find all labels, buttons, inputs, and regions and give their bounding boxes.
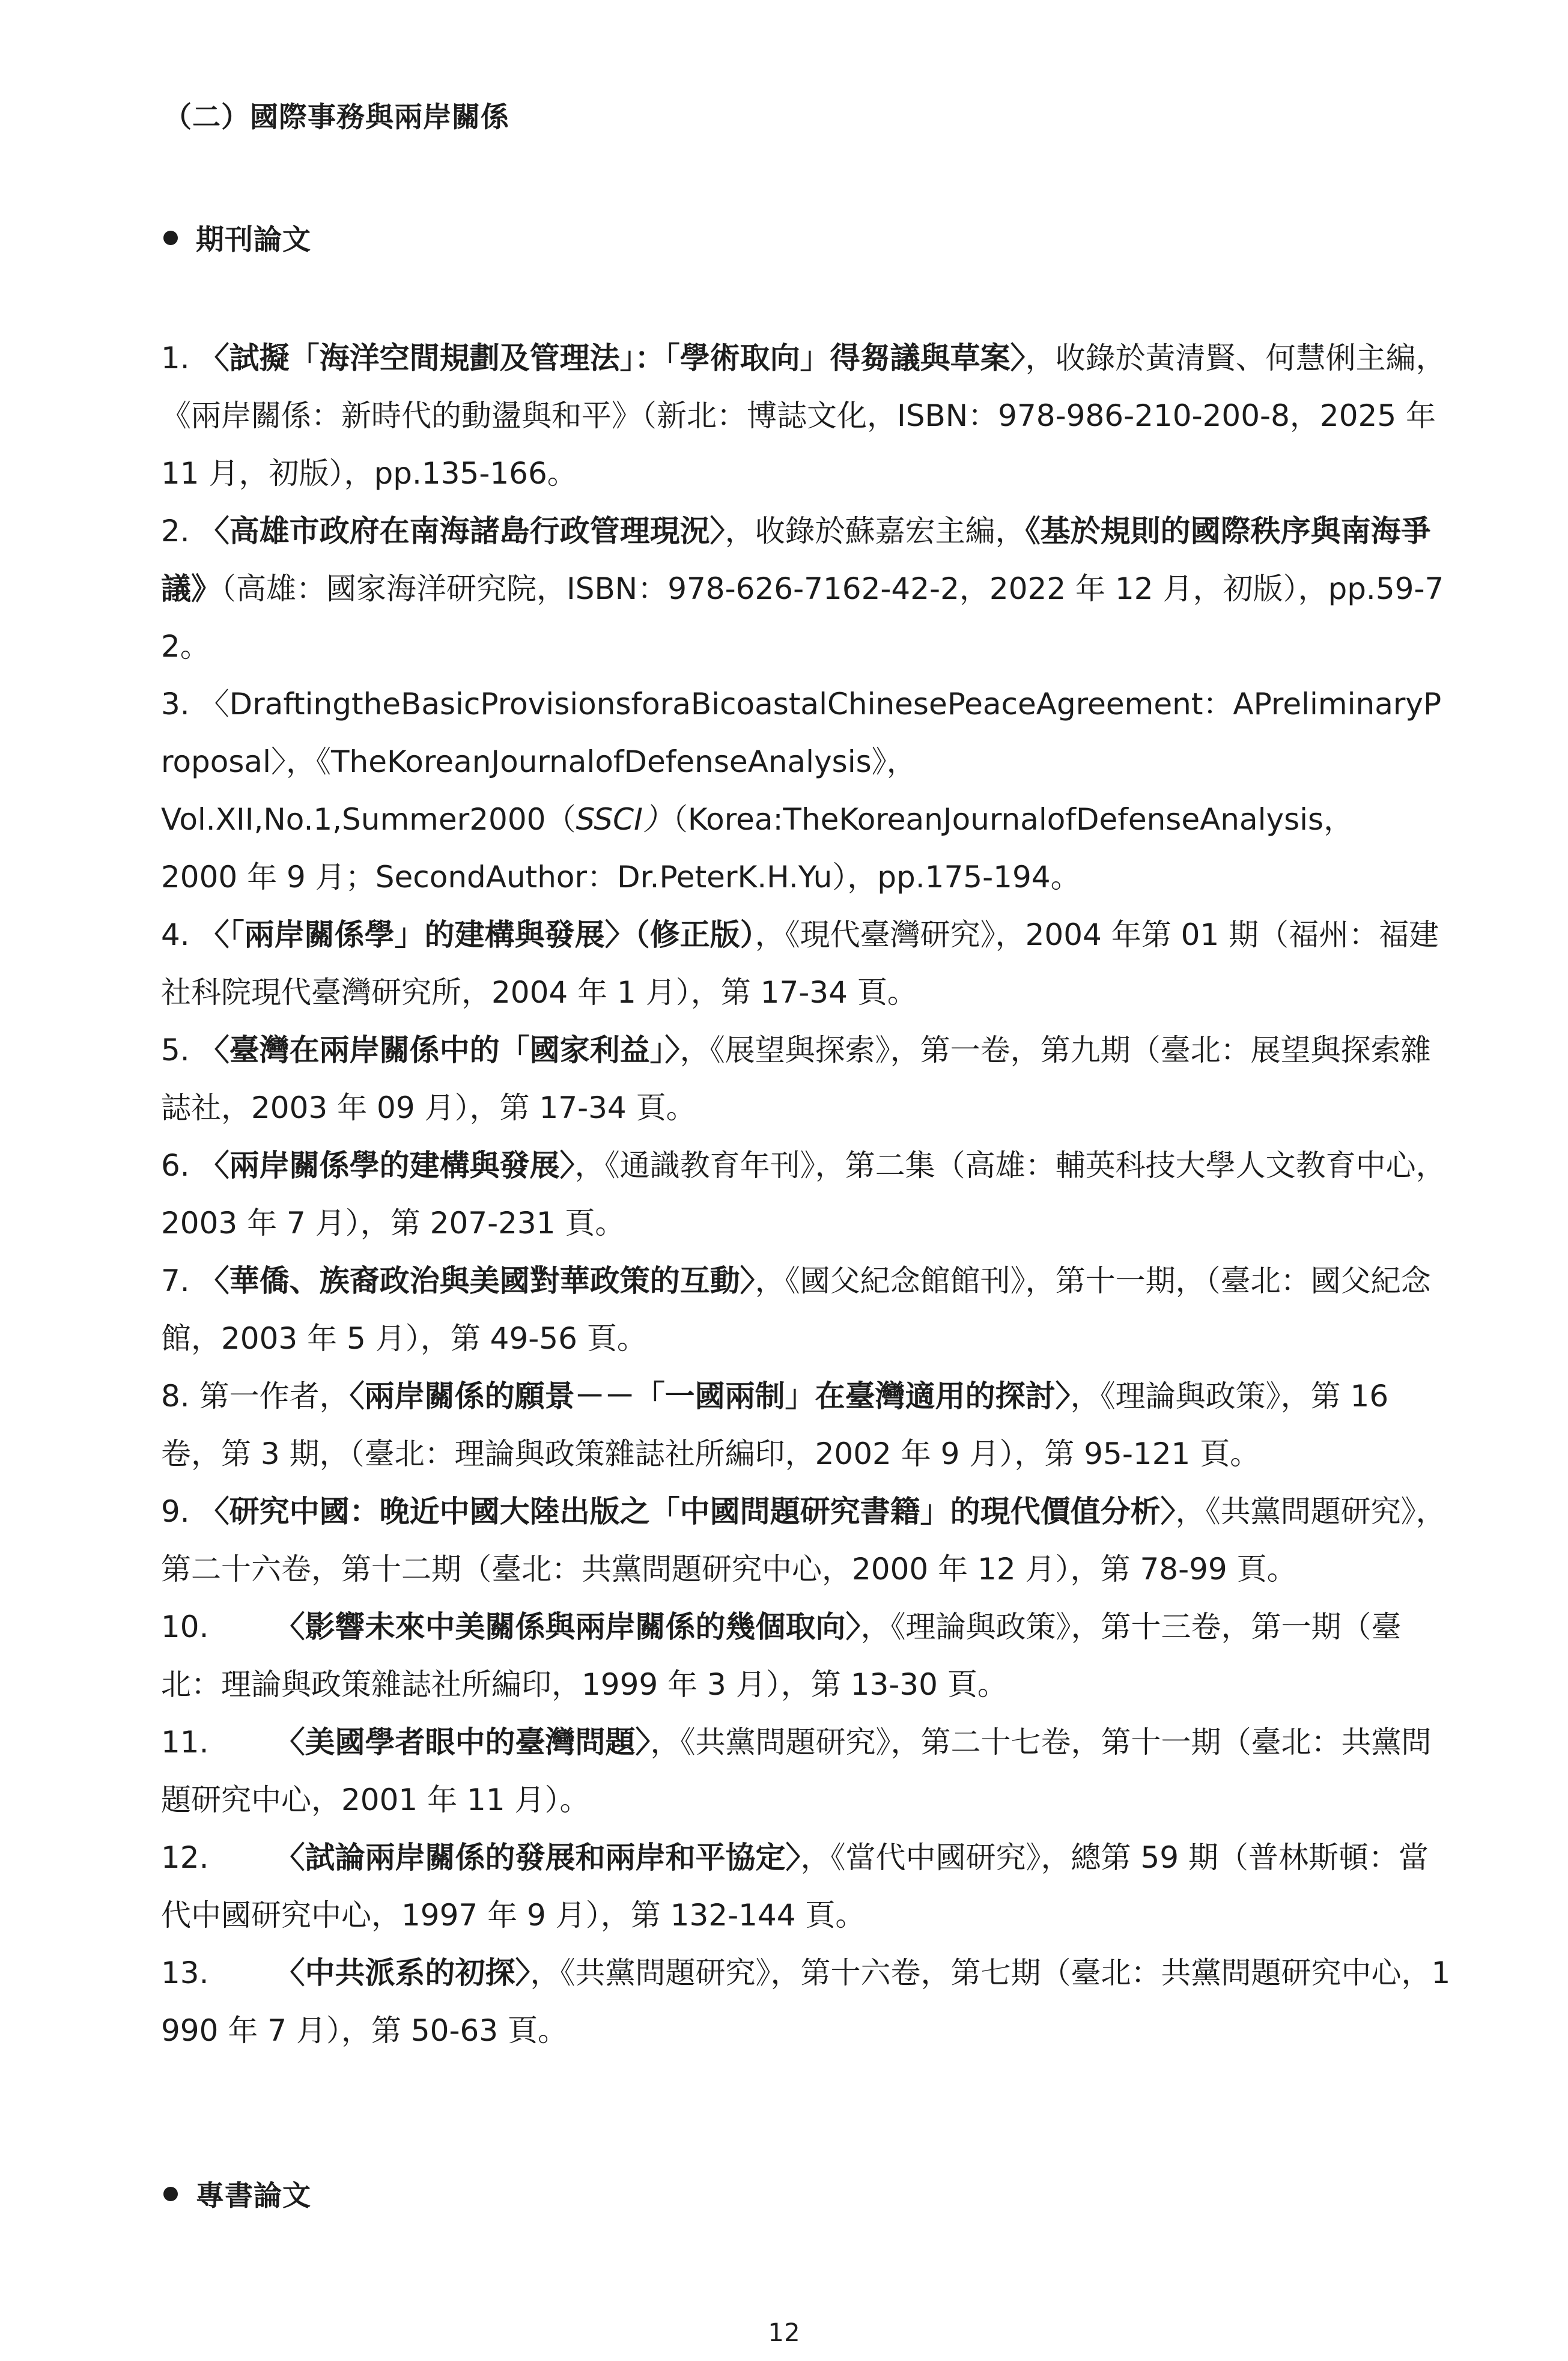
list-item: 2. 〈高雄市政府在南海諸島行政管理現況〉，收錄於蘇嘉宏主編，《基於規則的國際秩序與南海爭議》（高雄：國家海洋研究院，ISBN：978-626-7162-42-2，2022 年 12 月，初版），pp.59-72。: [161, 514, 1444, 664]
list-item: 5. 〈臺灣在兩岸關係中的「國家利益」〉，《展望與探索》，第一卷，第九期（臺北：展望與探索雜誌社，2003 年 09 月），第 17-34 頁。: [161, 1033, 1431, 1125]
list-item: 1. 〈試擬「海洋空間規劃及管理法」：「學術取向」得芻議與草案〉，收錄於黃清賢、何慧俐主編，《兩岸關係：新時代的動盪與和平》（新北：博誌文化，ISBN：978-986-210-200-8，2025 年 11 月，初版），pp.135-166。: [161, 341, 1446, 491]
list-item: 6. 〈兩岸關係學的建構與發展〉，《通識教育年刊》，第二集（高雄：輔英科技大學人文教育中心，2003 年 7 月），第 207-231 頁。: [161, 1148, 1446, 1241]
list-item: 4. 〈「兩岸關係學」的建構與發展〉（修正版），《現代臺灣研究》，2004 年第 01 期（福州：福建社科院現代臺灣研究所，2004 年 1 月），第 17-34 頁。: [161, 917, 1439, 1010]
subsection-label: 期刊論文: [196, 223, 311, 257]
list-item: 9. 〈研究中國：晚近中國大陸出版之「中國問題研究書籍」的現代價值分析〉，《共黨問題研究》，第二十六卷，第十二期（臺北：共黨問題研究中心，2000 年 12 月），第 78-99 頁。: [161, 1494, 1446, 1587]
journal-article-list: [161, 329, 1451, 2059]
list-item: 7. 〈華僑、族裔政治與美國對華政策的互動〉，《國父紀念館館刊》，第十一期，（臺北：國父紀念館，2003 年 5 月），第 49-56 頁。: [161, 1263, 1431, 1356]
list-item: 10. 〈影響未來中美關係與兩岸關係的幾個取向〉，《理論與政策》，第十三卷，第一期（臺北：理論與政策雜誌社所編印，1999 年 3 月），第 13-30 頁。: [161, 1609, 1402, 1702]
list-item: 13. 〈中共派系的初探〉，《共黨問題研究》，第十六卷，第七期（臺北：共黨問題研究中心，1990 年 7 月），第 50-63 頁。: [161, 1955, 1451, 2048]
bullet-icon: [163, 231, 178, 245]
list-item: 8. 第一作者，〈兩岸關係的願景－－「一國兩制」在臺灣適用的探討〉，《理論與政策》，第 16 卷，第 3 期，（臺北：理論與政策雜誌社所編印，2002 年 9 月），第 95-121 頁。: [161, 1379, 1389, 1471]
section-title: （二）國際事務與兩岸關係: [163, 101, 509, 134]
subsection-heading-journal-articles: [163, 217, 311, 258]
bullet-icon: [163, 2187, 178, 2201]
subsection-label: 專書論文: [196, 2180, 311, 2213]
list-item: 12. 〈試論兩岸關係的發展和兩岸和平協定〉，《當代中國研究》，總第 59 期（普林斯頓：當代中國研究中心，1997 年 9 月），第 132-144 頁。: [161, 1840, 1429, 1933]
subsection-heading-book-chapters: [163, 2174, 311, 2214]
page-number: 12: [768, 2318, 800, 2347]
list-item: 3. 〈DraftingtheBasicProvisionsforaBicoastalChinesePeaceAgreement：APreliminaryProposal〉，《TheKoreanJournalofDefenseAnalysis》， Vol.XII,No.1,Summer2000（SSCI）（Korea:TheKoreanJournalofDefenseAnalysis， 2000 年 9 月；SecondAuthor：Dr.PeterK.H.Yu），pp.175-194。: [161, 687, 1442, 895]
list-item: 11. 〈美國學者眼中的臺灣問題〉，《共黨問題研究》，第二十七卷，第十一期（臺北：共黨問題研究中心，2001 年 11 月）。: [161, 1725, 1432, 1817]
